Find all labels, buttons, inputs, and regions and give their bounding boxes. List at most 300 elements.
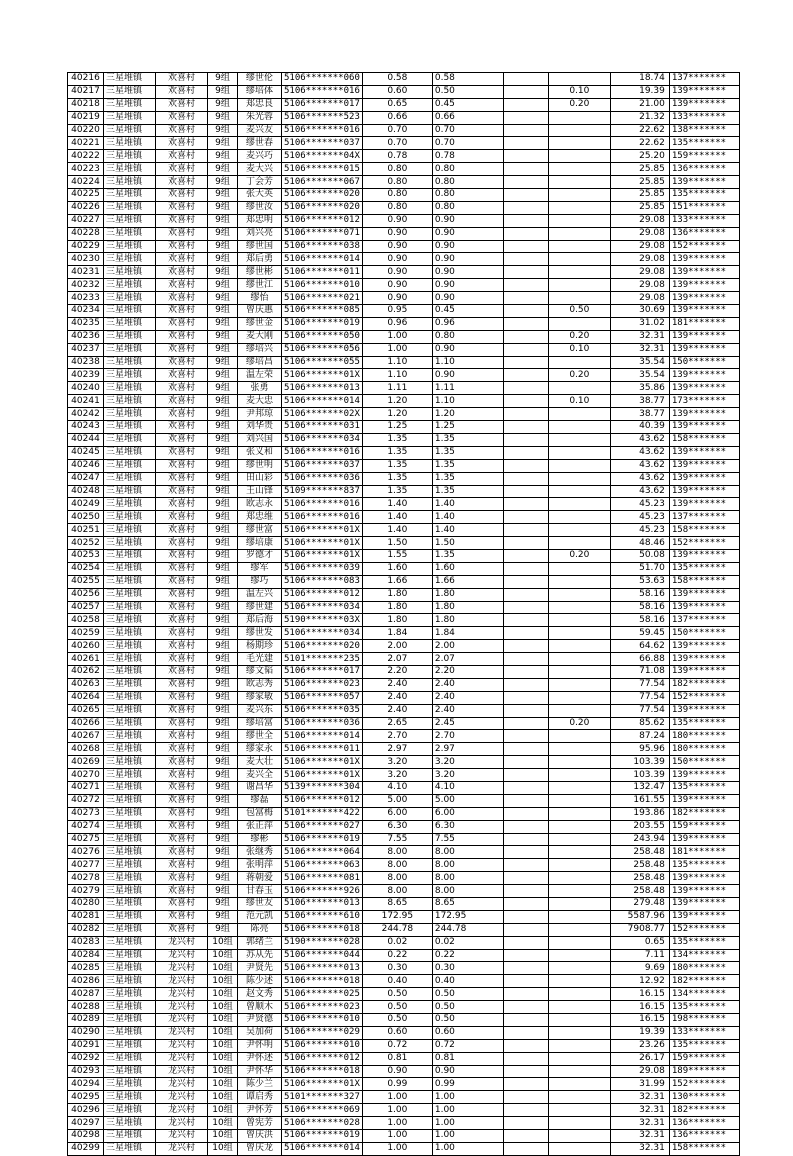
cell-area-b bbox=[503, 988, 548, 1001]
cell-area-b bbox=[503, 317, 548, 330]
cell-phone: 139******* bbox=[669, 266, 739, 279]
cell-id-number: 5106*******019 bbox=[282, 833, 363, 846]
cell-phone: 137******* bbox=[669, 614, 739, 627]
cell-name: 欧志永 bbox=[238, 498, 282, 511]
cell-area-b bbox=[503, 549, 548, 562]
cell-area-c bbox=[548, 137, 610, 150]
cell-name: 缪培康 bbox=[238, 537, 282, 550]
cell-phone: 158******* bbox=[669, 1142, 739, 1155]
cell-group: 9组 bbox=[208, 85, 238, 98]
cell-amount: 29.08 bbox=[610, 266, 669, 279]
cell-phone: 181******* bbox=[669, 317, 739, 330]
cell-area-a: 1.25 bbox=[432, 421, 503, 434]
cell-name: 曾庆洪 bbox=[238, 1130, 282, 1143]
cell-id-number: 5190*******028 bbox=[282, 936, 363, 949]
cell-area-b bbox=[503, 1026, 548, 1039]
cell-area-total: 1.35 bbox=[362, 485, 432, 498]
cell-village: 欢喜村 bbox=[156, 356, 208, 369]
cell-id-number: 5106*******034 bbox=[282, 627, 363, 640]
cell-group: 9组 bbox=[208, 408, 238, 421]
cell-town: 三星堆镇 bbox=[104, 214, 156, 227]
cell-area-a: 8.00 bbox=[432, 872, 503, 885]
cell-town: 三星堆镇 bbox=[104, 678, 156, 691]
cell-id-number: 5106*******085 bbox=[282, 305, 363, 318]
cell-phone: 181******* bbox=[669, 846, 739, 859]
cell-area-b bbox=[503, 485, 548, 498]
cell-area-b bbox=[503, 472, 548, 485]
cell-area-b bbox=[503, 292, 548, 305]
cell-area-a: 7.55 bbox=[432, 833, 503, 846]
cell-area-b bbox=[503, 949, 548, 962]
cell-phone: 150******* bbox=[669, 356, 739, 369]
cell-village: 欢喜村 bbox=[156, 743, 208, 756]
cell-id-number: 5106*******037 bbox=[282, 459, 363, 472]
cell-area-b bbox=[503, 962, 548, 975]
cell-town: 三星堆镇 bbox=[104, 614, 156, 627]
cell-id-number: 5106*******029 bbox=[282, 1026, 363, 1039]
cell-area-b bbox=[503, 279, 548, 292]
cell-area-total: 0.80 bbox=[362, 189, 432, 202]
cell-amount: 64.62 bbox=[610, 640, 669, 653]
cell-area-b bbox=[503, 691, 548, 704]
cell-group: 9组 bbox=[208, 498, 238, 511]
cell-name: 缪世江 bbox=[238, 279, 282, 292]
cell-amount: 25.85 bbox=[610, 163, 669, 176]
cell-id-number: 5106*******038 bbox=[282, 240, 363, 253]
cell-id-number: 5106*******034 bbox=[282, 601, 363, 614]
cell-name: 王山锋 bbox=[238, 485, 282, 498]
cell-phone: 139******* bbox=[669, 292, 739, 305]
cell-amount: 45.23 bbox=[610, 524, 669, 537]
cell-area-b bbox=[503, 833, 548, 846]
cell-area-total: 0.70 bbox=[362, 137, 432, 150]
cell-area-c bbox=[548, 1104, 610, 1117]
cell-id-number: 5106*******034 bbox=[282, 433, 363, 446]
cell-area-c bbox=[548, 176, 610, 189]
cell-area-a: 0.90 bbox=[432, 343, 503, 356]
cell-row-id: 40245 bbox=[68, 446, 104, 459]
table-row bbox=[68, 1065, 740, 1078]
cell-area-c bbox=[548, 846, 610, 859]
cell-town: 三星堆镇 bbox=[104, 807, 156, 820]
cell-village: 欢喜村 bbox=[156, 846, 208, 859]
cell-area-total: 8.65 bbox=[362, 898, 432, 911]
cell-area-b bbox=[503, 382, 548, 395]
cell-area-a: 0.80 bbox=[432, 176, 503, 189]
table-row bbox=[68, 872, 740, 885]
cell-phone: 152******* bbox=[669, 1078, 739, 1091]
cell-area-total: 1.84 bbox=[362, 627, 432, 640]
table-row bbox=[68, 549, 740, 562]
cell-town: 三星堆镇 bbox=[104, 691, 156, 704]
cell-area-b bbox=[503, 1142, 548, 1155]
cell-area-a: 0.90 bbox=[432, 227, 503, 240]
cell-row-id: 40276 bbox=[68, 846, 104, 859]
cell-village: 欢喜村 bbox=[156, 717, 208, 730]
cell-area-c bbox=[548, 227, 610, 240]
cell-row-id: 40240 bbox=[68, 382, 104, 395]
cell-name: 谢昌华 bbox=[238, 781, 282, 794]
cell-amount: 258.48 bbox=[610, 846, 669, 859]
cell-amount: 258.48 bbox=[610, 872, 669, 885]
cell-group: 9组 bbox=[208, 279, 238, 292]
cell-row-id: 40263 bbox=[68, 678, 104, 691]
cell-village: 欢喜村 bbox=[156, 253, 208, 266]
cell-area-c bbox=[548, 588, 610, 601]
cell-group: 10组 bbox=[208, 1142, 238, 1155]
cell-phone: 158******* bbox=[669, 433, 739, 446]
cell-row-id: 40287 bbox=[68, 988, 104, 1001]
cell-row-id: 40252 bbox=[68, 537, 104, 550]
cell-row-id: 40222 bbox=[68, 150, 104, 163]
cell-village: 欢喜村 bbox=[156, 872, 208, 885]
cell-area-b bbox=[503, 614, 548, 627]
cell-name: 郭绪兰 bbox=[238, 936, 282, 949]
cell-area-c bbox=[548, 820, 610, 833]
cell-town: 三星堆镇 bbox=[104, 408, 156, 421]
cell-phone: 139******* bbox=[669, 369, 739, 382]
cell-area-a: 0.40 bbox=[432, 975, 503, 988]
cell-id-number: 5106*******025 bbox=[282, 988, 363, 1001]
cell-area-a: 1.35 bbox=[432, 472, 503, 485]
table-row bbox=[68, 98, 740, 111]
cell-village: 龙兴村 bbox=[156, 1052, 208, 1065]
cell-phone: 139******* bbox=[669, 640, 739, 653]
cell-amount: 58.16 bbox=[610, 588, 669, 601]
cell-area-c bbox=[548, 433, 610, 446]
cell-town: 三星堆镇 bbox=[104, 936, 156, 949]
cell-area-a: 1.00 bbox=[432, 1091, 503, 1104]
cell-village: 欢喜村 bbox=[156, 111, 208, 124]
cell-name: 缪巧 bbox=[238, 575, 282, 588]
cell-group: 9组 bbox=[208, 485, 238, 498]
cell-area-c bbox=[548, 150, 610, 163]
cell-group: 9组 bbox=[208, 433, 238, 446]
cell-area-a: 1.84 bbox=[432, 627, 503, 640]
cell-row-id: 40258 bbox=[68, 614, 104, 627]
cell-area-a: 0.90 bbox=[432, 214, 503, 227]
cell-area-a: 1.50 bbox=[432, 537, 503, 550]
cell-village: 龙兴村 bbox=[156, 1117, 208, 1130]
table-row bbox=[68, 395, 740, 408]
cell-group: 9组 bbox=[208, 446, 238, 459]
cell-village: 欢喜村 bbox=[156, 524, 208, 537]
cell-area-a: 1.66 bbox=[432, 575, 503, 588]
cell-name: 缪文韬 bbox=[238, 665, 282, 678]
cell-phone: 152******* bbox=[669, 537, 739, 550]
cell-phone: 139******* bbox=[669, 98, 739, 111]
cell-group: 9组 bbox=[208, 872, 238, 885]
cell-area-a: 3.20 bbox=[432, 756, 503, 769]
cell-area-a: 1.40 bbox=[432, 498, 503, 511]
cell-amount: 35.54 bbox=[610, 356, 669, 369]
cell-area-b bbox=[503, 859, 548, 872]
cell-row-id: 40251 bbox=[68, 524, 104, 537]
cell-id-number: 5106*******018 bbox=[282, 923, 363, 936]
cell-id-number: 5106*******039 bbox=[282, 562, 363, 575]
cell-area-a: 1.35 bbox=[432, 459, 503, 472]
cell-phone: 189******* bbox=[669, 1065, 739, 1078]
cell-area-total: 1.20 bbox=[362, 395, 432, 408]
cell-area-b bbox=[503, 98, 548, 111]
cell-village: 欢喜村 bbox=[156, 614, 208, 627]
cell-village: 欢喜村 bbox=[156, 781, 208, 794]
cell-amount: 71.08 bbox=[610, 665, 669, 678]
table-row bbox=[68, 562, 740, 575]
cell-area-a: 1.35 bbox=[432, 446, 503, 459]
cell-village: 欢喜村 bbox=[156, 730, 208, 743]
cell-amount: 77.54 bbox=[610, 704, 669, 717]
cell-id-number: 5106*******016 bbox=[282, 498, 363, 511]
cell-area-c: 0.20 bbox=[548, 330, 610, 343]
cell-id-number: 5106*******021 bbox=[282, 292, 363, 305]
cell-phone: 150******* bbox=[669, 756, 739, 769]
cell-amount: 95.96 bbox=[610, 743, 669, 756]
cell-area-total: 0.90 bbox=[362, 227, 432, 240]
cell-phone: 139******* bbox=[669, 382, 739, 395]
cell-village: 龙兴村 bbox=[156, 1014, 208, 1027]
cell-area-a: 0.90 bbox=[432, 292, 503, 305]
cell-area-a: 0.99 bbox=[432, 1078, 503, 1091]
cell-id-number: 5106*******017 bbox=[282, 98, 363, 111]
cell-amount: 43.62 bbox=[610, 459, 669, 472]
cell-group: 10组 bbox=[208, 975, 238, 988]
table-row bbox=[68, 588, 740, 601]
cell-area-c bbox=[548, 769, 610, 782]
cell-area-c bbox=[548, 962, 610, 975]
cell-town: 三星堆镇 bbox=[104, 382, 156, 395]
cell-id-number: 5106*******050 bbox=[282, 330, 363, 343]
cell-area-b bbox=[503, 575, 548, 588]
cell-area-b bbox=[503, 356, 548, 369]
cell-area-c bbox=[548, 279, 610, 292]
cell-village: 欢喜村 bbox=[156, 85, 208, 98]
cell-town: 三星堆镇 bbox=[104, 305, 156, 318]
table-row bbox=[68, 266, 740, 279]
cell-id-number: 5106*******083 bbox=[282, 575, 363, 588]
cell-group: 9组 bbox=[208, 627, 238, 640]
cell-id-number: 5101*******422 bbox=[282, 807, 363, 820]
cell-name: 尹贤先 bbox=[238, 962, 282, 975]
cell-town: 三星堆镇 bbox=[104, 279, 156, 292]
cell-town: 三星堆镇 bbox=[104, 189, 156, 202]
cell-amount: 7.11 bbox=[610, 949, 669, 962]
cell-row-id: 40278 bbox=[68, 872, 104, 885]
cell-amount: 19.39 bbox=[610, 85, 669, 98]
cell-amount: 38.77 bbox=[610, 395, 669, 408]
cell-phone: 139******* bbox=[669, 421, 739, 434]
cell-amount: 66.88 bbox=[610, 653, 669, 666]
cell-town: 三星堆镇 bbox=[104, 1026, 156, 1039]
cell-village: 欢喜村 bbox=[156, 756, 208, 769]
cell-amount: 279.48 bbox=[610, 898, 669, 911]
cell-area-b bbox=[503, 1039, 548, 1052]
cell-row-id: 40244 bbox=[68, 433, 104, 446]
cell-area-c bbox=[548, 936, 610, 949]
cell-area-c bbox=[548, 859, 610, 872]
cell-area-c bbox=[548, 1091, 610, 1104]
cell-village: 欢喜村 bbox=[156, 562, 208, 575]
cell-phone: 136******* bbox=[669, 1117, 739, 1130]
cell-area-c bbox=[548, 421, 610, 434]
cell-village: 龙兴村 bbox=[156, 1130, 208, 1143]
cell-village: 欢喜村 bbox=[156, 408, 208, 421]
cell-village: 欢喜村 bbox=[156, 769, 208, 782]
cell-area-total: 0.50 bbox=[362, 1001, 432, 1014]
cell-row-id: 40253 bbox=[68, 549, 104, 562]
cell-town: 三星堆镇 bbox=[104, 446, 156, 459]
cell-area-c bbox=[548, 614, 610, 627]
cell-area-total: 0.50 bbox=[362, 1014, 432, 1027]
cell-row-id: 40233 bbox=[68, 292, 104, 305]
cell-phone: 139******* bbox=[669, 472, 739, 485]
cell-id-number: 5106*******071 bbox=[282, 227, 363, 240]
cell-phone: 182******* bbox=[669, 1104, 739, 1117]
table-row bbox=[68, 433, 740, 446]
cell-area-c bbox=[548, 678, 610, 691]
cell-area-total: 6.00 bbox=[362, 807, 432, 820]
cell-group: 9组 bbox=[208, 794, 238, 807]
cell-phone: 139******* bbox=[669, 343, 739, 356]
cell-id-number: 5106*******012 bbox=[282, 588, 363, 601]
cell-village: 欢喜村 bbox=[156, 910, 208, 923]
cell-area-a: 0.90 bbox=[432, 266, 503, 279]
cell-area-total: 1.00 bbox=[362, 343, 432, 356]
cell-amount: 77.54 bbox=[610, 691, 669, 704]
cell-town: 三星堆镇 bbox=[104, 176, 156, 189]
cell-row-id: 40270 bbox=[68, 769, 104, 782]
cell-area-a: 0.22 bbox=[432, 949, 503, 962]
cell-area-b bbox=[503, 124, 548, 137]
cell-group: 9组 bbox=[208, 356, 238, 369]
cell-village: 欢喜村 bbox=[156, 305, 208, 318]
cell-area-a: 4.10 bbox=[432, 781, 503, 794]
cell-id-number: 5106*******020 bbox=[282, 189, 363, 202]
cell-name: 曾顺木 bbox=[238, 1001, 282, 1014]
cell-group: 9组 bbox=[208, 317, 238, 330]
cell-town: 三星堆镇 bbox=[104, 588, 156, 601]
table-row bbox=[68, 1130, 740, 1143]
cell-area-total: 2.40 bbox=[362, 704, 432, 717]
cell-area-total: 1.55 bbox=[362, 549, 432, 562]
cell-name: 缪彬 bbox=[238, 833, 282, 846]
cell-phone: 138******* bbox=[669, 124, 739, 137]
cell-area-total: 8.00 bbox=[362, 846, 432, 859]
cell-group: 9组 bbox=[208, 163, 238, 176]
cell-area-total: 0.90 bbox=[362, 292, 432, 305]
cell-village: 欢喜村 bbox=[156, 214, 208, 227]
cell-area-a: 2.45 bbox=[432, 717, 503, 730]
cell-name: 欧志秀 bbox=[238, 678, 282, 691]
cell-area-total: 2.65 bbox=[362, 717, 432, 730]
cell-phone: 139******* bbox=[669, 85, 739, 98]
cell-town: 三星堆镇 bbox=[104, 923, 156, 936]
cell-id-number: 5106*******060 bbox=[282, 73, 363, 86]
cell-area-c bbox=[548, 781, 610, 794]
cell-name: 尹邦琼 bbox=[238, 408, 282, 421]
cell-village: 欢喜村 bbox=[156, 189, 208, 202]
cell-phone: 198******* bbox=[669, 1014, 739, 1027]
cell-area-c bbox=[548, 730, 610, 743]
cell-id-number: 5106*******013 bbox=[282, 898, 363, 911]
cell-row-id: 40260 bbox=[68, 640, 104, 653]
cell-row-id: 40295 bbox=[68, 1091, 104, 1104]
cell-row-id: 40265 bbox=[68, 704, 104, 717]
cell-area-a: 0.50 bbox=[432, 1014, 503, 1027]
cell-area-total: 0.90 bbox=[362, 253, 432, 266]
table-row bbox=[68, 201, 740, 214]
cell-area-total: 0.90 bbox=[362, 240, 432, 253]
cell-area-total: 0.50 bbox=[362, 988, 432, 1001]
cell-id-number: 5106*******027 bbox=[282, 820, 363, 833]
table-row bbox=[68, 794, 740, 807]
cell-area-c bbox=[548, 485, 610, 498]
cell-row-id: 40280 bbox=[68, 898, 104, 911]
cell-amount: 9.69 bbox=[610, 962, 669, 975]
cell-row-id: 40289 bbox=[68, 1014, 104, 1027]
cell-group: 9组 bbox=[208, 137, 238, 150]
cell-village: 龙兴村 bbox=[156, 936, 208, 949]
cell-area-c bbox=[548, 885, 610, 898]
cell-group: 10组 bbox=[208, 1117, 238, 1130]
cell-row-id: 40225 bbox=[68, 189, 104, 202]
cell-group: 10组 bbox=[208, 1104, 238, 1117]
cell-amount: 18.74 bbox=[610, 73, 669, 86]
cell-name: 缪世金 bbox=[238, 317, 282, 330]
cell-id-number: 5106*******01X bbox=[282, 537, 363, 550]
cell-name: 缪怡 bbox=[238, 292, 282, 305]
cell-phone: 152******* bbox=[669, 240, 739, 253]
cell-amount: 16.15 bbox=[610, 988, 669, 1001]
cell-area-a: 0.45 bbox=[432, 98, 503, 111]
cell-name: 缪世汝 bbox=[238, 201, 282, 214]
cell-village: 欢喜村 bbox=[156, 163, 208, 176]
cell-area-total: 0.60 bbox=[362, 1026, 432, 1039]
cell-name: 刘兴亮 bbox=[238, 227, 282, 240]
cell-group: 9组 bbox=[208, 73, 238, 86]
cell-group: 10组 bbox=[208, 1001, 238, 1014]
cell-area-b bbox=[503, 794, 548, 807]
cell-area-c: 0.20 bbox=[548, 369, 610, 382]
cell-town: 三星堆镇 bbox=[104, 717, 156, 730]
cell-area-total: 244.78 bbox=[362, 923, 432, 936]
cell-area-total: 2.20 bbox=[362, 665, 432, 678]
cell-name: 甘春玉 bbox=[238, 885, 282, 898]
cell-area-b bbox=[503, 369, 548, 382]
cell-area-a: 0.96 bbox=[432, 317, 503, 330]
cell-id-number: 5106*******019 bbox=[282, 1130, 363, 1143]
cell-area-a: 0.90 bbox=[432, 279, 503, 292]
cell-group: 9组 bbox=[208, 524, 238, 537]
cell-amount: 22.62 bbox=[610, 137, 669, 150]
cell-area-c bbox=[548, 1001, 610, 1014]
cell-id-number: 5106*******610 bbox=[282, 910, 363, 923]
cell-area-total: 1.35 bbox=[362, 459, 432, 472]
cell-group: 10组 bbox=[208, 1026, 238, 1039]
cell-area-a: 1.00 bbox=[432, 1117, 503, 1130]
cell-group: 9组 bbox=[208, 588, 238, 601]
cell-name: 缪世建 bbox=[238, 601, 282, 614]
cell-row-id: 40268 bbox=[68, 743, 104, 756]
cell-area-b bbox=[503, 923, 548, 936]
cell-row-id: 40246 bbox=[68, 459, 104, 472]
cell-phone: 130******* bbox=[669, 1091, 739, 1104]
cell-amount: 161.55 bbox=[610, 794, 669, 807]
cell-amount: 43.62 bbox=[610, 485, 669, 498]
cell-group: 9组 bbox=[208, 176, 238, 189]
cell-group: 9组 bbox=[208, 459, 238, 472]
cell-village: 欢喜村 bbox=[156, 640, 208, 653]
